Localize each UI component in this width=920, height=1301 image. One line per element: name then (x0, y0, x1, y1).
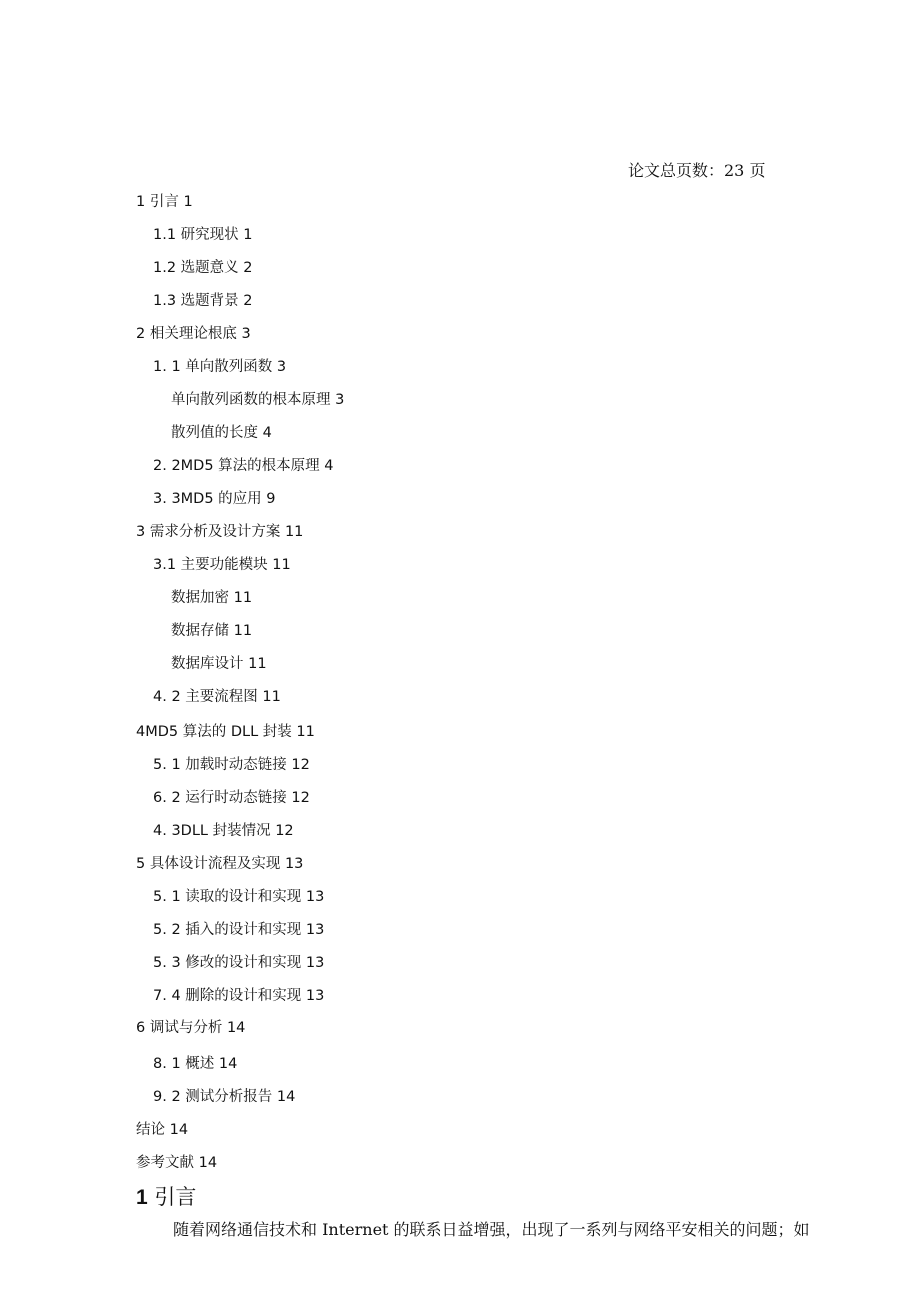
toc-entry: 9. 2 测试分析报告 14 (153, 1089, 296, 1105)
toc-entry: 6. 2 运行时动态链接 12 (153, 790, 310, 806)
toc-entry: 5. 1 加载时动态链接 12 (153, 757, 310, 773)
toc-entry: 3.1 主要功能模块 11 (153, 557, 291, 573)
toc-entry: 1.2 选题意义 2 (153, 260, 253, 276)
toc-entry: 散列值的长度 4 (171, 425, 272, 441)
toc-entry: 单向散列函数的根本原理 3 (171, 392, 345, 408)
toc-entry: 数据存储 11 (171, 623, 253, 639)
toc-entry: 3. 3MD5 的应用 9 (153, 491, 276, 507)
toc-entry: 6 调试与分析 14 (136, 1020, 246, 1036)
chapter-heading (136, 1181, 196, 1211)
toc-entry: 1. 1 单向散列函数 3 (153, 359, 287, 375)
chapter-title: 引言 (147, 1185, 197, 1209)
toc-entry: 1.3 选题背景 2 (153, 293, 253, 309)
toc-entry: 3 需求分析及设计方案 11 (136, 524, 304, 540)
toc-entry: 数据库设计 11 (171, 656, 267, 672)
toc-entry: 参考文献 14 (136, 1155, 218, 1171)
toc-entry: 5. 3 修改的设计和实现 13 (153, 955, 325, 971)
toc-entry: 5. 1 读取的设计和实现 13 (153, 889, 325, 905)
toc-entry: 4. 2 主要流程图 11 (153, 689, 281, 705)
toc-entry: 5 具体设计流程及实现 13 (136, 856, 304, 872)
toc-entry: 7. 4 删除的设计和实现 13 (153, 988, 325, 1004)
toc-entry: 1.1 研究现状 1 (153, 227, 253, 243)
toc-entry: 2 相关理论根底 3 (136, 326, 251, 342)
toc-entry: 1 引言 1 (136, 194, 193, 210)
toc-entry: 5. 2 插入的设计和实现 13 (153, 922, 325, 938)
toc-entry: 数据加密 11 (171, 590, 253, 606)
body-paragraph: 随着网络通信技术和 Internet 的联系日益增强，出现了一系列与网络平安相关的问题；如 (173, 1220, 810, 1239)
total-pages-label: 论文总页数：23 页 (628, 161, 766, 180)
toc-entry: 结论 14 (136, 1122, 189, 1138)
toc-entry: 4. 3DLL 封装情况 12 (153, 823, 294, 839)
toc-entry: 2. 2MD5 算法的根本原理 4 (153, 458, 334, 474)
toc-entry: 4MD5 算法的 DLL 封装 11 (136, 724, 315, 740)
chapter-number: 1 (136, 1186, 148, 1209)
toc-entry: 8. 1 概述 14 (153, 1056, 238, 1072)
